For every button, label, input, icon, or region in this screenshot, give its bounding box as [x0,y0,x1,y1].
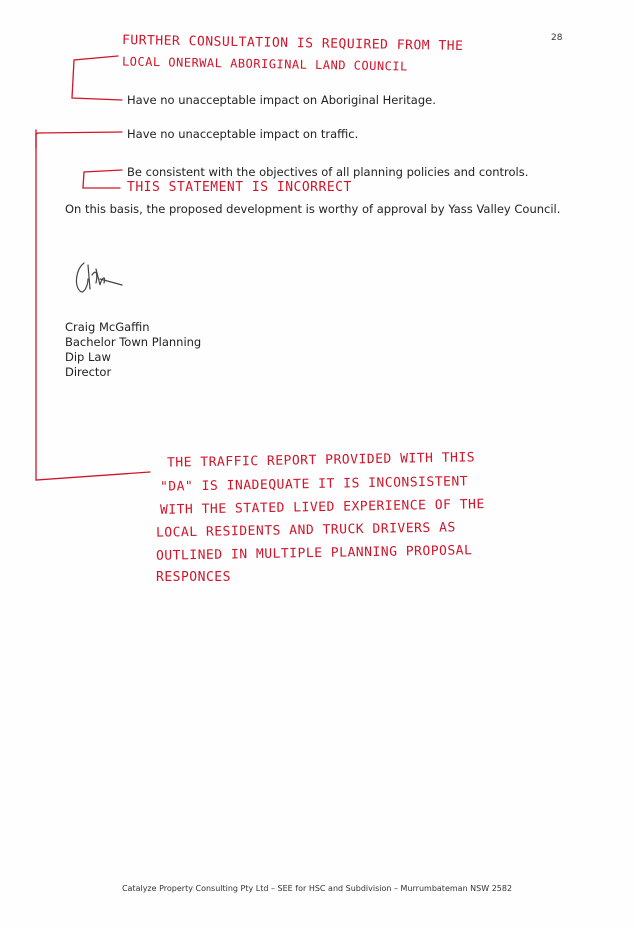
bullet-planning-policies: Be consistent with the objectives of all planning policies and controls. [127,165,529,179]
bullet-traffic: Have no unacceptable impact on traffic. [127,127,359,141]
page-number: 28 [551,33,563,43]
handwritten-note-traffic-line2: "DA" IS INADEQUATE IT IS INCONSISTENT [159,474,469,495]
signatory-qualification-2: Dip Law [65,350,111,364]
handwritten-note-incorrect: THIS STATEMENT IS INCORRECT [127,180,352,195]
bullet-aboriginal-heritage: Have no unacceptable impact on Aboriginal Heritage. [127,93,436,107]
handwritten-note-traffic-line1: THE TRAFFIC REPORT PROVIDED WITH THIS [166,450,476,471]
signature-image [70,255,130,300]
handwritten-note-traffic-line6: RESPONCES [156,570,231,585]
page-footer: Catalyze Property Consulting Pty Ltd – SEE for HSC and Subdivision – Murrumbateman NSW 2582 [121,884,513,893]
bracket-heritage [72,56,122,100]
handwritten-note-traffic-line5: OUTLINED IN MULTIPLE PLANNING PROPOSAL [155,543,473,564]
signatory-qualification-1: Bachelor Town Planning [65,335,202,349]
handwritten-note-traffic-line3: WITH THE STATED LIVED EXPERIENCE OF THE [159,497,485,518]
signatory-name: Craig McGaffin [65,320,150,334]
conclusion-paragraph: On this basis, the proposed development is worthy of approval by Yass Valley Council. [65,202,561,216]
handwritten-note-traffic-line4: LOCAL RESIDENTS AND TRUCK DRIVERS AS [155,520,456,541]
bracket-policies [83,170,122,188]
handwritten-note-consultation-line2: LOCAL ONERWAL ABORIGINAL LAND COUNCIL [121,54,408,74]
handwritten-note-consultation-line1: FURTHER CONSULTATION IS REQUIRED FROM THE [121,33,464,54]
signatory-title: Director [65,365,112,379]
